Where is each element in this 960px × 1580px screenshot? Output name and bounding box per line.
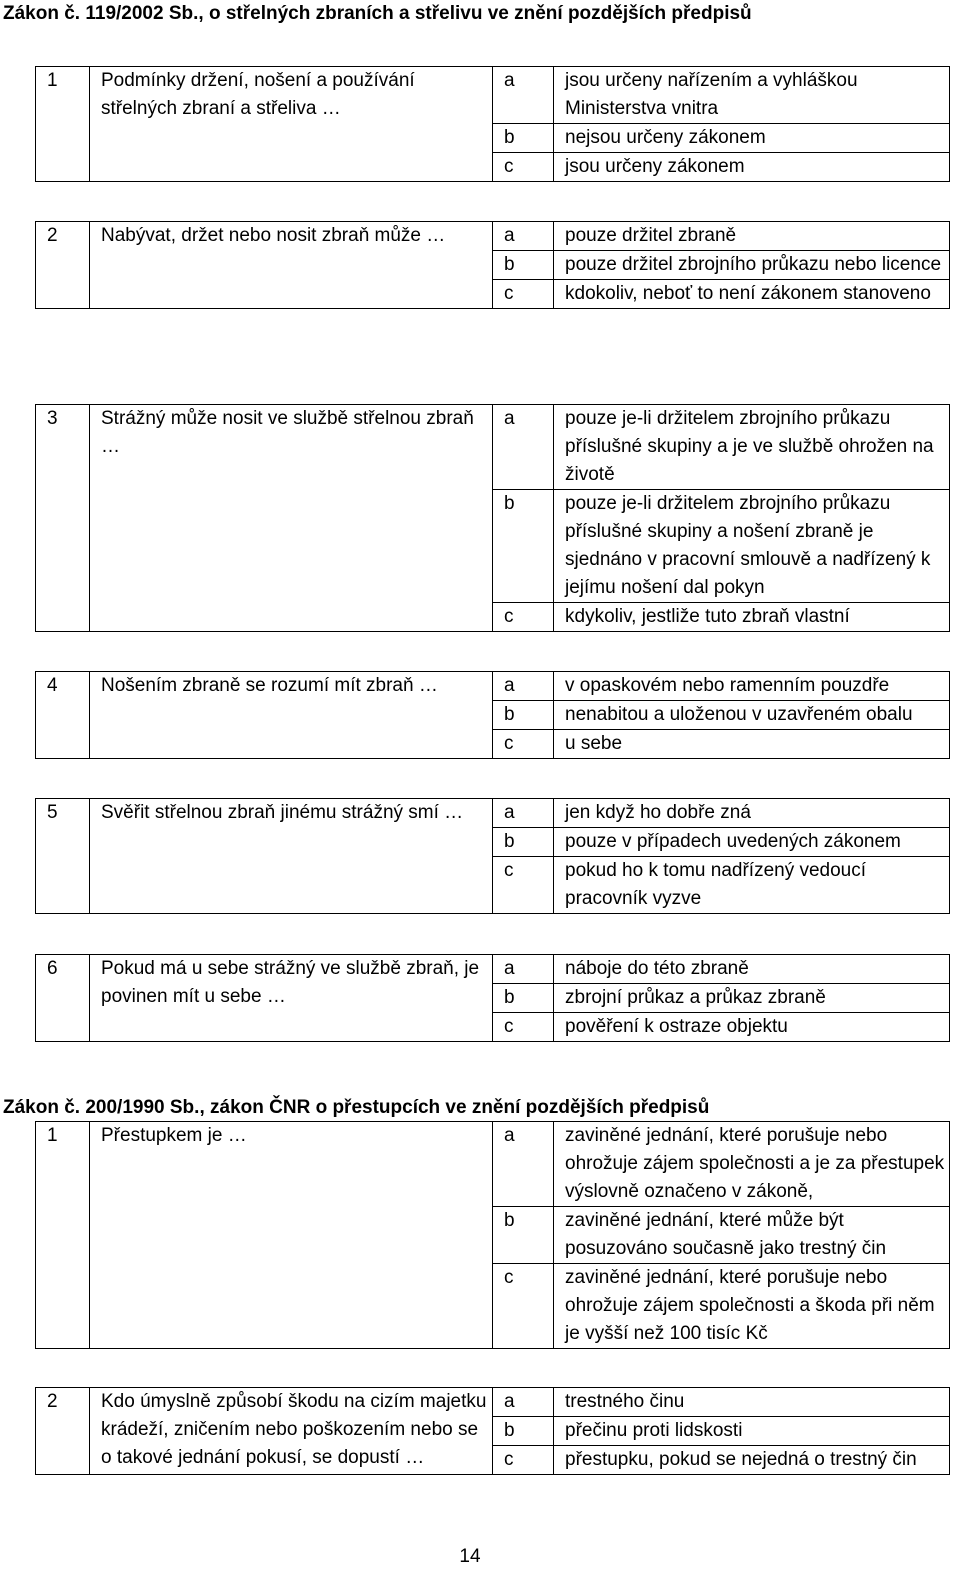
page-number: 14 xyxy=(459,1546,481,1567)
question-number: 5 xyxy=(36,799,90,914)
option-text: pouze v případech uvedených zákonem xyxy=(554,828,950,857)
option-letter: c xyxy=(493,603,554,632)
option-letter: c xyxy=(493,730,554,759)
option-text: u sebe xyxy=(554,730,950,759)
option-letter: b xyxy=(493,1207,554,1264)
option-text: pouze držitel zbraně xyxy=(554,222,950,251)
option-letter: a xyxy=(493,799,554,828)
option-text: pověření k ostraze objektu xyxy=(554,1013,950,1042)
section-heading: Zákon č. 119/2002 Sb., o střelných zbraních a střelivu ve znění pozdějších předpisů xyxy=(3,3,752,24)
option-letter: b xyxy=(493,490,554,603)
question-table xyxy=(35,1121,950,1349)
option-text: nejsou určeny zákonem xyxy=(554,124,950,153)
question-text: Svěřit střelnou zbraň jinému strážný smí … xyxy=(90,799,493,914)
option-letter: b xyxy=(493,1417,554,1446)
question-text: Strážný může nosit ve službě střelnou zbraň … xyxy=(90,405,493,632)
question-text: Přestupkem je … xyxy=(90,1122,493,1349)
question-number: 2 xyxy=(36,222,90,309)
question-text: Nabývat, držet nebo nosit zbraň může … xyxy=(90,222,493,309)
option-letter: b xyxy=(493,984,554,1013)
option-text: jsou určeny zákonem xyxy=(554,153,950,182)
option-text: zbrojní průkaz a průkaz zbraně xyxy=(554,984,950,1013)
question-text: Nošením zbraně se rozumí mít zbraň … xyxy=(90,672,493,759)
option-text: přestupku, pokud se nejedná o trestný čin xyxy=(554,1446,950,1475)
question-table xyxy=(35,798,950,914)
option-letter: a xyxy=(493,405,554,490)
option-text: zaviněné jednání, které porušuje nebo ohrožuje zájem společnosti a je za přestupek výslovně označeno v zákoně, xyxy=(554,1122,950,1207)
question-text: Podmínky držení, nošení a používání střelných zbraní a střeliva … xyxy=(90,67,493,182)
option-text: pouze je-li držitelem zbrojního průkazu příslušné skupiny a je ve službě ohrožen na životě xyxy=(554,405,950,490)
option-letter: b xyxy=(493,124,554,153)
option-text: zaviněné jednání, které může být posuzováno současně jako trestný čin xyxy=(554,1207,950,1264)
option-letter: b xyxy=(493,828,554,857)
option-text: přečinu proti lidskosti xyxy=(554,1417,950,1446)
option-text: náboje do této zbraně xyxy=(554,955,950,984)
option-letter: a xyxy=(493,955,554,984)
section-heading: Zákon č. 200/1990 Sb., zákon ČNR o přestupcích ve znění pozdějších předpisů xyxy=(3,1097,710,1118)
question-text: Kdo úmyslně způsobí škodu na cizím majetku krádeží, zničením nebo poškozením nebo se o takové jednání pokusí, se dopustí … xyxy=(90,1388,493,1475)
option-text: nenabitou a uloženou v uzavřeném obalu xyxy=(554,701,950,730)
question-number: 2 xyxy=(36,1388,90,1475)
option-text: kdokoliv, neboť to není zákonem stanoveno xyxy=(554,280,950,309)
option-text: zaviněné jednání, které porušuje nebo ohrožuje zájem společnosti a škoda při něm je vyšší než 100 tisíc Kč xyxy=(554,1264,950,1349)
option-text: trestného činu xyxy=(554,1388,950,1417)
option-text: pokud ho k tomu nadřízený vedoucí pracovník vyzve xyxy=(554,857,950,914)
question-number: 4 xyxy=(36,672,90,759)
option-letter: a xyxy=(493,1122,554,1207)
option-text: pouze držitel zbrojního průkazu nebo licence xyxy=(554,251,950,280)
question-table xyxy=(35,404,950,632)
question-table xyxy=(35,221,950,309)
option-text: pouze je-li držitelem zbrojního průkazu příslušné skupiny a nošení zbraně je sjednáno v pracovní smlouvě a nadřízený k jejímu nošení dal pokyn xyxy=(554,490,950,603)
question-number: 1 xyxy=(36,67,90,182)
option-letter: c xyxy=(493,1446,554,1475)
option-letter: c xyxy=(493,1264,554,1349)
option-letter: a xyxy=(493,222,554,251)
question-number: 1 xyxy=(36,1122,90,1349)
option-text: jsou určeny nařízením a vyhláškou Ministerstva vnitra xyxy=(554,67,950,124)
option-text: v opaskovém nebo ramenním pouzdře xyxy=(554,672,950,701)
question-table xyxy=(35,954,950,1042)
option-letter: b xyxy=(493,251,554,280)
option-letter: c xyxy=(493,857,554,914)
question-number: 3 xyxy=(36,405,90,632)
question-number: 6 xyxy=(36,955,90,1042)
question-table xyxy=(35,671,950,759)
question-table xyxy=(35,66,950,182)
option-letter: a xyxy=(493,67,554,124)
option-text: jen když ho dobře zná xyxy=(554,799,950,828)
question-table xyxy=(35,1387,950,1475)
option-letter: c xyxy=(493,280,554,309)
option-letter: b xyxy=(493,701,554,730)
option-letter: c xyxy=(493,1013,554,1042)
option-letter: a xyxy=(493,672,554,701)
option-text: kdykoliv, jestliže tuto zbraň vlastní xyxy=(554,603,950,632)
option-letter: c xyxy=(493,153,554,182)
question-text: Pokud má u sebe strážný ve službě zbraň, je povinen mít u sebe … xyxy=(90,955,493,1042)
option-letter: a xyxy=(493,1388,554,1417)
